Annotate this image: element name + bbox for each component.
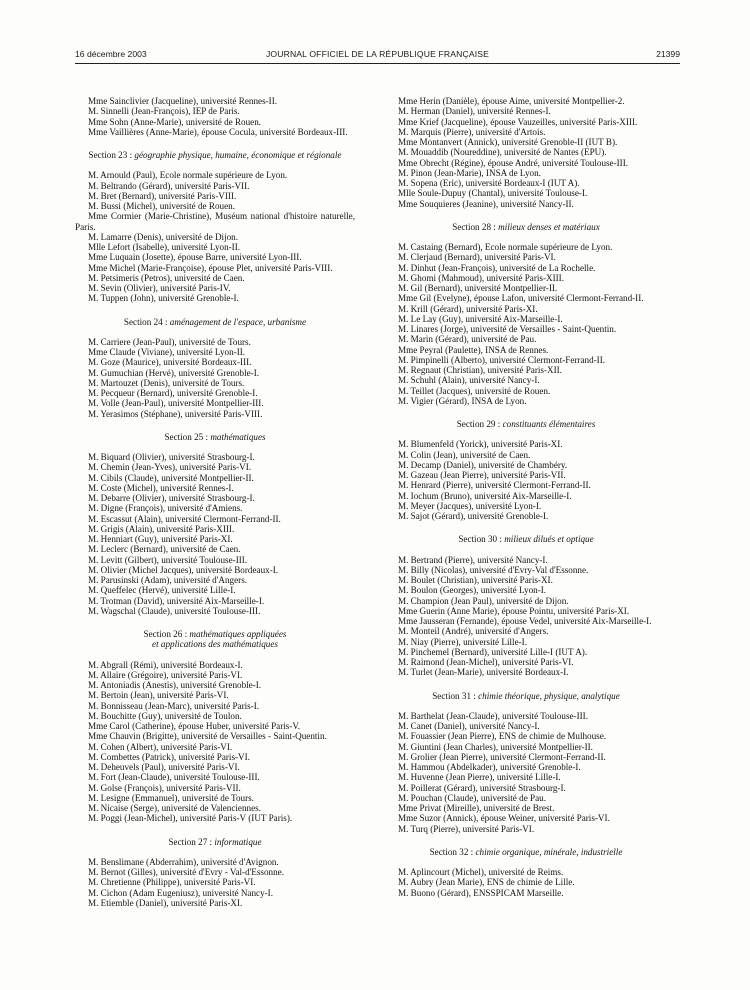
section-heading [75, 837, 355, 847]
appointment-entry: M. Castaing (Bernard), Ecole normale supérieure de Lyon. [398, 242, 613, 252]
section-label: Section 30 : [458, 534, 505, 545]
appointment-entry: M. Raimond (Jean-Michel), université Paris-VI. [398, 657, 574, 667]
appointment-entry: M. Parusinski (Adam), université d'Angers. [88, 575, 248, 585]
appointment-entry: Mme Carol (Catherine), épouse Huber, université Paris-V. [88, 721, 301, 731]
section-label: Section 28 : [452, 221, 499, 232]
appointment-entry: M. Fouassier (Jean Pierre), ENS de chimie de Mulhouse. [398, 731, 607, 742]
section-title: milieux denses et matériaux [498, 221, 600, 232]
appointment-entry: M. Turlet (Jean-Marie), université Bordeaux-I. [398, 667, 569, 678]
appointment-entry: M. Wagschal (Claude), université Toulouse-III. [88, 605, 261, 616]
appointment-entry: M. Barthelat (Jean-Claude), université Toulouse-III. [398, 710, 588, 721]
appointment-entry: M. Gazeau (Jean Pierre), université Paris-VII. [398, 470, 566, 480]
appointment-entry: Mme Claude (Viviane), université Lyon-II. [88, 347, 246, 357]
appointment-entry: M. Bonnisseau (Jean-Marc), université Paris-I. [88, 700, 260, 711]
appointment-entry: Mme Michel (Marie-Françoise), épouse Plet, université Paris-VIII. [88, 262, 333, 273]
appointment-entry: M. Krill (Gérard), université Paris-XI. [398, 303, 538, 314]
section-heading [385, 847, 667, 857]
section-title: informatique [214, 836, 262, 847]
appointment-entry: M. Queffelec (Hervé), université Lille-I. [88, 585, 236, 596]
appointment-entry: M. Buono (Gérard), ENSSPICAM Marseille. [398, 887, 564, 898]
appointment-entry: M. Ghomi (Mahmoud), université Paris-XIII. [398, 272, 564, 283]
appointment-entry: Mme Krief (Jacqueline), épouse Vauzeilles, université Paris-XIII. [398, 116, 638, 127]
appointment-entry: M. Mouaddib (Noureddine), université de Nantes (EPU). [398, 147, 607, 158]
page-header [75, 49, 680, 63]
appointment-entry: M. Teillet (Jacques), université de Rouen. [398, 385, 551, 396]
appointment-entry: M. Lesigne (Emmanuel), université de Tours. [88, 792, 254, 803]
appointment-entry: M. Le Lay (Guy), université Aix-Marseille-I. [398, 313, 563, 324]
appointment-entry: M. Combettes (Patrick), université Paris-VI. [88, 751, 250, 762]
appointment-entry: M. Volle (Jean-Paul), université Montpellier-III. [88, 398, 264, 409]
appointment-entry: M. Chemin (Jean-Yves), université Paris-VI. [88, 462, 252, 473]
header-rule [75, 63, 680, 64]
appointment-entry: M. Lamarre (Denis), université de Dijon. [88, 231, 239, 242]
appointment-entry: M. Fort (Jean-Claude), université Toulouse-III. [88, 772, 260, 783]
appointment-entry: M. Pouchan (Claude), université de Pau. [398, 792, 546, 803]
appointment-entry: M. Vigier (Gérard), INSA de Lyon. [398, 395, 527, 406]
appointment-entry: M. Clerjaud (Bernard), université Paris-VI. [398, 252, 556, 263]
appointment-entry: M. Cibils (Claude), université Montpellier-II. [88, 472, 254, 483]
section-label: Section 24 : [123, 316, 170, 327]
appointment-entry: M. Petsimeris (Petros), université de Caen. [88, 272, 245, 283]
appointment-entry: M. Coste (Michel), université Rennes-I. [88, 482, 234, 493]
appointment-entry: M. Digne (François), université d'Amiens. [88, 503, 243, 514]
appointment-entry: Mme Cormier (Marie-Christine), Muséum national d'histoire naturelle, Paris. [75, 211, 355, 232]
left-column [75, 96, 355, 908]
section-heading [385, 534, 667, 544]
appointment-entry: Mlle Lefort (Isabelle), université Lyon-II. [88, 242, 241, 252]
appointment-entry: M. Marquis (Pierre), université d'Artois. [398, 126, 546, 137]
appointment-entry: M. Hammou (Abdelkader), université Grenoble-I. [398, 762, 581, 772]
appointment-entry: M. Pimpinelli (Alberto), université Clermont-Ferrand-II. [398, 354, 606, 365]
appointment-entry: M. Linares (Jorge), université de Versailles - Saint-Quentin. [398, 324, 617, 334]
appointment-entry: M. Poillerat (Gérard), université Strasbourg-I. [398, 782, 566, 793]
appointment-entry: M. Sinnelli (Jean-François), IEP de Paris. [88, 106, 240, 117]
appointment-entry: Mme Chauvin (Brigitte), université de Versailles - Saint-Quentin. [88, 731, 327, 742]
appointment-entry: M. Regnaut (Christian), université Paris-XII. [398, 365, 562, 375]
section-heading [75, 150, 355, 160]
section-title: chimie théorique, physique, analytique [478, 690, 620, 701]
section-title: mathématiques [210, 431, 266, 442]
appointment-entry: M. Abgrall (Rémi), université Bordeaux-I. [88, 659, 243, 670]
appointment-entry: M. Niay (Pierre), université Lille-I. [398, 636, 527, 647]
appointment-entry: M. Henrard (Pierre), université Clermont-Ferrand-II. [398, 480, 591, 491]
appointment-entry: Mme Sainclivier (Jacqueline), université Rennes-II. [88, 96, 278, 106]
appointment-entry: M. Martouzet (Denis), université de Tours. [88, 377, 245, 388]
appointment-entry: M. Carriere (Jean-Paul), université de Tours. [88, 336, 251, 347]
appointment-entry: M. Bussi (Michel), université de Rouen. [88, 201, 235, 211]
section-title: milieux dilués et optique [504, 534, 594, 545]
appointment-entry: M. Aplincourt (Michel), université de Reims. [398, 867, 564, 877]
appointment-entry: M. Trotman (David), université Aix-Marseille-I. [88, 595, 265, 606]
section-label: Section 27 : [168, 836, 215, 847]
appointment-entry: M. Golse (François), université Paris-VII. [88, 782, 241, 793]
appointment-entry: Mme Gil (Evelyne), épouse Lafon, université Clermont-Ferrand-II. [398, 293, 644, 304]
section-label: Section 29 : [456, 419, 503, 429]
appointment-entry: Mme Vaillières (Anne-Marie), épouse Cocula, université Bordeaux-III. [88, 126, 348, 137]
appointment-entry: M. Billy (Nicolas), université d'Evry-Val d'Essonne. [398, 564, 589, 575]
appointment-entry: Mme Privat (Mireille), université de Brest. [398, 803, 555, 813]
appointment-entry: M. Cohen (Albert), université Paris-VI. [88, 741, 233, 752]
section-title: constituants élémentaires [502, 419, 596, 429]
appointment-entry: M. Bret (Bernard), université Paris-VIII. [88, 190, 237, 201]
appointment-entry: M. Tuppen (John), université Grenoble-I. [88, 293, 239, 304]
appointment-entry: M. Cichon (Adam Eugeniusz), université Nancy-I. [88, 887, 273, 898]
appointment-entry: M. Grigis (Alain), université Paris-XIII. [88, 523, 235, 534]
appointment-entry: M. Pinon (Jean-Marie), INSA de Lyon. [398, 167, 541, 178]
appointment-entry: M. Gumuchian (Hervé), université Grenoble-I. [88, 367, 260, 378]
appointment-entry: M. Blumenfeld (Yorick), université Paris-XI. [398, 439, 563, 450]
appointment-entry: M. Pecqueur (Bernard), université Grenoble-I. [88, 388, 258, 398]
appointment-entry: M. Decamp (Daniel), université de Chambéry. [398, 459, 568, 470]
appointment-entry: M. Aubry (Jean Marie), ENS de chimie de Lille. [398, 877, 575, 888]
appointment-entry: M. Bertrand (Pierre), université Nancy-I. [398, 554, 548, 565]
appointment-entry: M. Sevin (Olivier), université Paris-IV. [88, 283, 231, 293]
appointment-entry: Mme Herin (Danièle), épouse Aime, université Montpellier-2. [398, 96, 625, 106]
section-label: Section 32 : [429, 846, 476, 857]
appointment-entry: M. Colin (Jean), université de Caen. [398, 449, 531, 460]
appointment-entry: M. Bernot (Gilles), université d'Evry - Val-d'Essonne. [88, 867, 284, 877]
section-title: mathématiques appliquées [189, 629, 287, 639]
appointment-entry: M. Bertoin (Jean), université Paris-VI. [88, 690, 229, 701]
appointment-entry: M. Olivier (Michel Jacques), université Bordeaux-I. [88, 564, 279, 575]
appointment-entry: Mme Luquain (Josette), épouse Barre, université Lyon-III. [88, 252, 302, 263]
appointment-entry: M. Marin (Gérard), université de Pau. [398, 334, 537, 345]
appointment-entry: M. Henniart (Guy), université Paris-XI. [88, 534, 233, 544]
appointment-entry: Mme Suzor (Annick), épouse Weiner, université Paris-VI. [398, 813, 610, 824]
section-heading [75, 432, 355, 442]
appointment-entry: M. Sajot (Gérard), université Grenoble-I. [398, 511, 549, 521]
appointment-entry: M. Gil (Bernard), université Montpellier-II. [398, 283, 558, 293]
section-heading [385, 691, 667, 701]
appointment-entry: M. Boulet (Christian), université Paris-XI. [398, 575, 553, 585]
appointment-entry: Mme Souquieres (Jeanine), université Nancy-II. [398, 198, 574, 209]
appointment-entry: M. Antoniadis (Anestis), université Grenoble-I. [88, 680, 262, 690]
appointment-entry: M. Allaire (Grégoire), université Paris-VI. [88, 669, 243, 680]
appointment-entry: M. Dinhut (Jean-François), université de La Rochelle. [398, 262, 596, 273]
appointment-entry: M. Pinchemel (Bernard), université Lille-I (IUT A). [398, 646, 588, 657]
appointment-entry: M. Benslimane (Abderrahim), université d'Avignon. [88, 856, 279, 867]
appointment-entry: M. Turq (Pierre), université Paris-VI. [398, 823, 535, 834]
section-label: Section 23 : [88, 150, 135, 160]
appointment-entry: M. Debarre (Olivier), université Strasbourg-I. [88, 493, 255, 503]
header-date: 16 décembre 2003 [75, 49, 147, 59]
appointment-entry: M. Goze (Maurice), université Bordeaux-III. [88, 357, 252, 368]
section-label: Section 26 : [143, 629, 190, 639]
section-title: chimie organique, minérale, industrielle [475, 846, 623, 857]
section-heading [385, 222, 667, 232]
appointment-entry: M. Yerasimos (Stéphane), université Paris-VIII. [88, 408, 263, 419]
appointment-entry: M. Giuntini (Jean Charles), université Montpellier-II. [398, 741, 593, 752]
appointment-entry: M. Champion (Jean Paul), université de Dijon. [398, 595, 569, 606]
appointment-entry: M. Beltrando (Gérard), université Paris-VII. [88, 180, 250, 191]
appointment-entry: Mme Obrecht (Régine), épouse André, université Toulouse-III. [398, 157, 629, 168]
section-title: aménagement de l'espace, urbanisme [169, 316, 307, 327]
appointment-entry: M. Iochum (Bruno), université Aix-Marseille-I. [398, 490, 572, 501]
appointment-entry: Mme Jausseran (Fernande), épouse Vedel, université Aix-Marseille-I. [398, 616, 652, 626]
appointment-entry: M. Deheuvels (Paul), université Paris-VI. [88, 762, 240, 772]
appointment-entry: M. Meyer (Jacques), université Lyon-I. [398, 500, 542, 511]
appointment-entry: M. Escassut (Alain), université Clermont-Ferrand-II. [88, 513, 281, 524]
right-column [385, 96, 667, 898]
appointment-entry: M. Schuhl (Alain), université Nancy-I. [398, 375, 540, 386]
appointment-entry: Mlle Soule-Dupuy (Chantal), université Toulouse-I. [398, 188, 588, 199]
appointment-entry: M. Bouchitte (Guy), université de Toulon. [88, 710, 242, 721]
appointment-entry: M. Canet (Daniel), université Nancy-I. [398, 721, 540, 731]
section-heading [75, 317, 355, 327]
page-number: 21399 [656, 49, 680, 59]
section-heading [75, 629, 355, 650]
appointment-entry: Mme Montanvert (Annick), université Grenoble-II (IUT B). [398, 137, 618, 147]
journal-title: JOURNAL OFFICIEL DE LA RÉPUBLIQUE FRANÇAISE [265, 49, 490, 59]
appointment-entry: M. Huvenne (Jean Pierre), université Lille-I. [398, 772, 561, 783]
appointment-entry: M. Monteil (André), université d'Angers. [398, 626, 549, 637]
section-subtitle: et applications des mathématiques [152, 639, 278, 650]
appointment-entry: Mme Sohn (Anne-Marie), université de Rouen. [88, 116, 262, 127]
appointment-entry: M. Herman (Daniel), université Rennes-I. [398, 106, 551, 117]
appointment-entry: M. Grolier (Jean Pierre), université Clermont-Ferrand-II. [398, 751, 606, 762]
appointment-entry: M. Biquard (Olivier), université Strasbourg-I. [88, 452, 255, 462]
appointment-entry: M. Levitt (Gilbert), université Toulouse-III. [88, 554, 248, 565]
appointment-entry: Mme Guerin (Anne Marie), épouse Pointu, université Paris-XI. [398, 605, 630, 616]
section-label: Section 31 : [432, 690, 479, 701]
appointment-entry: Mme Peyral (Paulette), INSA de Rennes. [398, 344, 549, 355]
appointment-entry: M. Etiemble (Daniel), université Paris-XI. [88, 897, 243, 908]
appointment-entry: M. Boulon (Georges), université Lyon-I. [398, 585, 547, 596]
appointment-entry: M. Arnould (Paul), Ecole normale supérieure de Lyon. [88, 170, 288, 181]
section-label: Section 25 : [164, 431, 211, 442]
section-heading [385, 419, 667, 429]
appointment-entry: M. Chretienne (Philippe), université Paris-VI. [88, 877, 256, 888]
appointment-entry: M. Sopena (Eric), université Bordeaux-I (IUT A). [398, 178, 580, 188]
appointment-entry: M. Poggi (Jean-Michel), université Paris-V (IUT Paris). [88, 813, 293, 824]
appointment-entry: M. Nicaise (Serge), université de Valenciennes. [88, 803, 261, 813]
appointment-entry: M. Leclerc (Bernard), université de Caen. [88, 544, 241, 555]
section-title: géographie physique, humaine, économique et régionale [134, 150, 342, 160]
